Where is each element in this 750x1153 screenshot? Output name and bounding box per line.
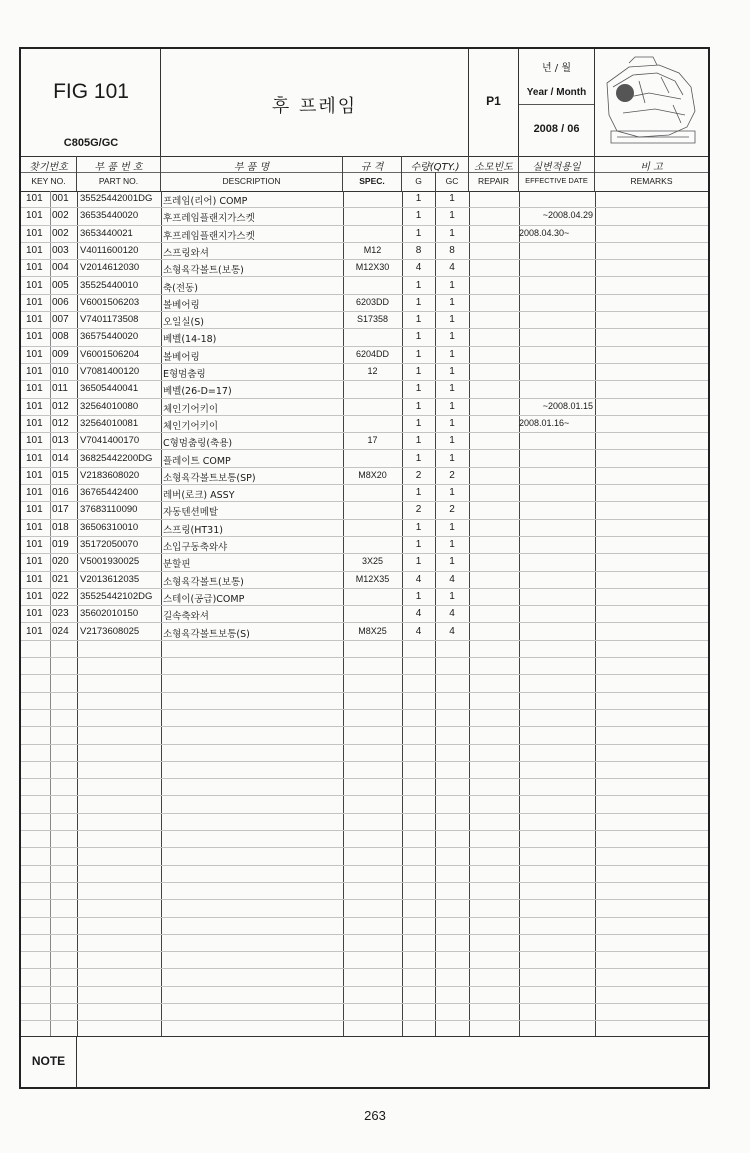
fig-ref: 101 [26, 400, 43, 412]
fig-ref: 101 [26, 573, 43, 585]
qty-gc: 1 [449, 331, 455, 343]
table-row [21, 624, 708, 641]
table-row [21, 451, 708, 468]
table-row [21, 554, 708, 571]
part-no: 35172050070 [80, 539, 139, 550]
qty-g: 1 [415, 487, 422, 499]
part-no: V2183608020 [80, 469, 140, 481]
key-no: 017 [52, 504, 69, 516]
description: 소형육각볼트(보통) [163, 265, 244, 277]
part-no: 35525442102DG [80, 590, 153, 602]
description: 프레임(리어) COMP [163, 196, 248, 207]
model-name: C805G/GC [63, 137, 119, 149]
key-no: 007 [52, 314, 69, 326]
empty-row [21, 935, 708, 952]
fig-ref: 101 [26, 366, 43, 377]
empty-row [21, 779, 708, 796]
key-no: 022 [52, 590, 69, 602]
table-row [21, 260, 708, 277]
empty-row [21, 693, 708, 710]
description: 체인기어키이 [163, 420, 219, 432]
note-label: NOTE [21, 1037, 77, 1088]
qty-g: 1 [415, 348, 422, 360]
part-no: 36505440041 [80, 383, 139, 395]
part-no: V7401173508 [80, 314, 139, 326]
empty-row [21, 1004, 708, 1021]
effective-date: ~2008.01.15 [542, 400, 593, 411]
qty-g: 1 [415, 539, 422, 550]
table-row [21, 433, 708, 450]
empty-row [21, 727, 708, 744]
description: 베벨(26-D=17) [163, 386, 232, 398]
description: 스테이(공급)COMP [163, 593, 245, 605]
table-row [21, 381, 708, 398]
qty-g: 1 [415, 331, 422, 343]
key-no: 014 [52, 452, 69, 464]
qty-g: 1 [415, 193, 422, 204]
empty-row [21, 987, 708, 1004]
part-no: V2013612035 [80, 573, 140, 585]
qty-gc: 1 [449, 193, 455, 204]
empty-row [21, 831, 708, 848]
part-no: 36825442200DG [80, 452, 153, 464]
qty-gc: 8 [449, 244, 455, 256]
fig-ref: 101 [26, 210, 43, 222]
note-section [21, 1036, 708, 1088]
qty-g: 1 [415, 400, 422, 412]
year-month-label-ko: 년 / 월 [541, 63, 572, 74]
qty-g: 1 [415, 452, 422, 464]
description: 오일실(S) [163, 317, 204, 329]
key-no: 010 [52, 366, 69, 377]
spec: M8X25 [358, 625, 387, 636]
description: 스프링(HT31) [163, 524, 223, 536]
year-month-divider [519, 104, 594, 105]
table-row [21, 312, 708, 329]
qty-gc: 1 [449, 521, 455, 533]
combine-harvester-illustration [599, 53, 703, 149]
spec: 17 [367, 435, 378, 446]
key-no: 020 [52, 556, 69, 568]
fig-ref: 101 [26, 348, 43, 360]
marker-dot [616, 84, 634, 102]
fig-ref: 101 [26, 556, 43, 568]
description: 후프레임플랜지가스켓 [163, 230, 255, 242]
part-no: 36535440020 [80, 210, 139, 222]
empty-row [21, 918, 708, 935]
column-header [21, 156, 708, 192]
empty-row [21, 675, 708, 692]
description: 볼베어링 [163, 351, 200, 363]
qty-gc: 1 [449, 383, 455, 395]
table-row [21, 399, 708, 416]
col-description: 부 품 명 DESCRIPTION [161, 156, 343, 191]
qty-gc: 1 [449, 539, 455, 550]
description: 축(전동) [163, 282, 198, 294]
fig-ref: 101 [26, 244, 43, 256]
key-no: 011 [52, 383, 68, 395]
table-row [21, 347, 708, 364]
table-row [21, 191, 708, 208]
page-number: 263 [364, 1108, 386, 1123]
qty-g: 1 [415, 314, 422, 326]
description: 소형육각볼트(보통) [163, 576, 244, 588]
empty-row [21, 900, 708, 917]
description: E형멈춤링 [163, 369, 206, 380]
col-part-no: 부 품 번 호 PART NO. [77, 156, 161, 191]
description: C형멈춤링(축용) [163, 438, 233, 450]
qty-g: 4 [415, 262, 422, 274]
col-spec: 규 격 SPEC. [343, 156, 402, 191]
qty-gc: 4 [449, 573, 455, 585]
year-month-cell [519, 49, 595, 156]
fig-ref: 101 [26, 279, 43, 291]
qty-gc: 1 [449, 279, 455, 291]
qty-gc: 1 [449, 227, 455, 239]
table-row [21, 208, 708, 225]
fig-cell [21, 49, 161, 156]
part-no: 32564010080 [80, 400, 139, 412]
fig-ref: 101 [26, 227, 43, 239]
qty-g: 8 [415, 244, 422, 256]
table-row [21, 329, 708, 346]
spec: M8X20 [358, 469, 387, 480]
qty-g: 1 [415, 227, 422, 239]
qty-gc: 1 [449, 296, 455, 308]
fig-ref: 101 [26, 521, 43, 533]
qty-gc: 4 [449, 262, 455, 274]
key-no: 004 [52, 262, 69, 274]
qty-g: 1 [415, 279, 422, 291]
spec: M12X35 [355, 573, 390, 584]
empty-row [21, 762, 708, 779]
machine-picture-cell [595, 49, 708, 156]
qty-gc: 1 [449, 417, 455, 429]
col-remarks: 비 고 REMARKS [595, 156, 708, 191]
qty-g: 4 [415, 608, 422, 620]
table-row [21, 606, 708, 623]
table-row [21, 243, 708, 260]
empty-row [21, 641, 708, 658]
key-no: 009 [52, 348, 69, 360]
fig-ref: 101 [26, 504, 43, 516]
empty-row [21, 658, 708, 675]
spec: M12 [363, 244, 382, 255]
key-no: 006 [52, 296, 69, 308]
description: 분할핀 [163, 559, 191, 571]
empty-row [21, 952, 708, 969]
key-no: 005 [52, 279, 69, 291]
spec: 6203DD [355, 296, 390, 307]
key-no: 012 [52, 400, 69, 412]
table-row [21, 572, 708, 589]
col-qty-gc: GC [445, 176, 459, 186]
empty-row [21, 883, 708, 900]
key-no: 003 [52, 244, 69, 256]
key-no: 008 [52, 331, 69, 343]
effective-date: 2008.04.30~ [519, 227, 570, 238]
qty-g: 2 [415, 469, 422, 481]
qty-gc: 1 [449, 556, 455, 568]
spec: S17358 [356, 314, 389, 325]
table-row [21, 520, 708, 537]
qty-g: 4 [415, 625, 422, 637]
description: 베벨(14-18) [163, 334, 217, 346]
description: 후프레임플랜지가스켓 [163, 213, 255, 225]
table-row [21, 364, 708, 381]
table-row [21, 468, 708, 485]
qty-gc: 1 [449, 210, 455, 222]
fig-ref: 101 [26, 383, 43, 395]
qty-g: 1 [415, 296, 422, 308]
table-row [21, 589, 708, 606]
key-no: 002 [52, 210, 69, 222]
qty-g: 1 [415, 383, 422, 395]
fig-ref: 101 [26, 452, 43, 464]
table-row [21, 278, 708, 295]
qty-g: 1 [415, 435, 422, 447]
part-no: 35525442001DG [80, 193, 153, 204]
fig-ref: 101 [26, 193, 43, 204]
empty-row [21, 710, 708, 727]
page-code: P1 [486, 94, 501, 108]
col-repair: 소모빈도 REPAIR [469, 156, 519, 191]
parts-sheet [19, 47, 710, 1089]
empty-row [21, 745, 708, 762]
part-no: 36765442400 [80, 487, 139, 499]
part-no: V5001930025 [80, 556, 140, 568]
fig-ref: 101 [26, 331, 43, 343]
qty-gc: 1 [449, 348, 455, 360]
page-title: 후 프레임 [271, 96, 358, 117]
fig-ref: 101 [26, 314, 43, 326]
key-no: 015 [52, 469, 69, 481]
description: 소형육각볼트보통(S) [163, 628, 250, 640]
table-row [21, 485, 708, 502]
key-no: 021 [52, 573, 69, 585]
spec: 12 [367, 366, 378, 376]
fig-ref: 101 [26, 469, 43, 481]
part-no: V2173608025 [80, 625, 140, 637]
fig-ref: 101 [26, 487, 43, 499]
description: 볼베어링 [163, 299, 200, 311]
part-no: 37683110090 [80, 504, 138, 516]
key-no: 001 [52, 193, 69, 204]
qty-gc: 4 [449, 608, 455, 620]
table-row [21, 226, 708, 243]
qty-gc: 1 [449, 314, 455, 326]
part-no: V6001506203 [80, 296, 140, 308]
qty-gc: 1 [449, 400, 455, 412]
col-key: 찾기번호 KEY NO. [21, 156, 77, 191]
key-no: 023 [52, 608, 69, 620]
description: 레버(로크) ASSY [163, 490, 235, 502]
description: 스프링와셔 [163, 247, 209, 259]
qty-g: 1 [415, 210, 422, 222]
title-cell [161, 49, 469, 156]
empty-row [21, 970, 708, 987]
fig-ref: 101 [26, 435, 43, 447]
qty-gc: 1 [449, 435, 455, 447]
description: 소입구동축와샤 [163, 542, 228, 553]
description: 길속축와셔 [163, 611, 209, 623]
fig-number: FIG 101 [53, 80, 129, 103]
part-no: 36575440020 [80, 331, 139, 343]
qty-gc: 1 [449, 366, 455, 377]
key-no: 024 [52, 625, 69, 637]
part-no: 35525440010 [80, 279, 139, 291]
fig-ref: 101 [26, 539, 43, 550]
fig-ref: 101 [26, 296, 43, 308]
fig-ref: 101 [26, 625, 43, 637]
description: 체인기어키이 [163, 403, 219, 415]
effective-date: ~2008.04.29 [542, 210, 593, 221]
year-month-label-en: Year / Month [526, 87, 587, 98]
qty-g: 1 [415, 556, 422, 568]
table-row [21, 537, 708, 554]
qty-gc: 4 [449, 625, 455, 637]
key-no: 002 [52, 227, 69, 239]
part-no: 3653440021 [80, 227, 133, 239]
part-no: V7081400120 [80, 366, 140, 377]
qty-g: 1 [415, 366, 422, 377]
page-cell [469, 49, 519, 156]
description: 소형육각볼트보통(SP) [163, 472, 256, 484]
qty-g: 1 [415, 590, 422, 602]
col-qty-g: G [415, 176, 422, 186]
qty-g: 4 [415, 573, 422, 585]
qty-gc: 2 [449, 469, 455, 481]
table-row [21, 416, 708, 433]
qty-gc: 1 [449, 452, 455, 464]
sheet-header [21, 49, 708, 157]
empty-row [21, 848, 708, 865]
fig-ref: 101 [26, 608, 43, 620]
year-month-value: 2008 / 06 [533, 123, 580, 135]
empty-row [21, 814, 708, 831]
key-no: 013 [52, 435, 69, 447]
qty-gc: 1 [449, 590, 455, 602]
fig-ref: 101 [26, 590, 43, 602]
col-effective-date: 실변적용일 EFFECTIVE DATE [519, 156, 595, 191]
col-qty: 수량(QTY.) G GC [402, 156, 469, 191]
part-no: 32564010081 [80, 417, 139, 429]
key-no: 018 [52, 521, 69, 533]
fig-ref: 101 [26, 262, 43, 274]
spec: M12X30 [355, 262, 390, 273]
qty-gc: 1 [449, 487, 455, 499]
qty-g: 2 [415, 504, 422, 516]
qty-gc: 2 [449, 504, 455, 516]
qty-g: 1 [415, 521, 422, 533]
empty-row [21, 866, 708, 883]
parts-table-body [21, 191, 708, 1036]
part-no: V7041400170 [80, 435, 140, 447]
table-row [21, 502, 708, 519]
spec: 3X25 [361, 556, 384, 567]
part-no: V4011600120 [80, 244, 139, 256]
description: 자동텐션메탈 [163, 507, 219, 519]
table-row [21, 295, 708, 312]
part-no: V2014612030 [80, 262, 140, 274]
part-no: 35602010150 [80, 608, 139, 620]
key-no: 012 [52, 417, 69, 429]
qty-g: 1 [415, 417, 422, 429]
effective-date: 2008.01.16~ [519, 417, 570, 428]
key-no: 019 [52, 539, 69, 550]
part-no: V6001506204 [80, 348, 140, 360]
key-no: 016 [52, 487, 69, 499]
empty-row [21, 797, 708, 814]
fig-ref: 101 [26, 417, 43, 429]
spec: 6204DD [355, 348, 390, 359]
part-no: 36506310010 [80, 521, 139, 533]
description: 플레이트 COMP [163, 455, 231, 467]
